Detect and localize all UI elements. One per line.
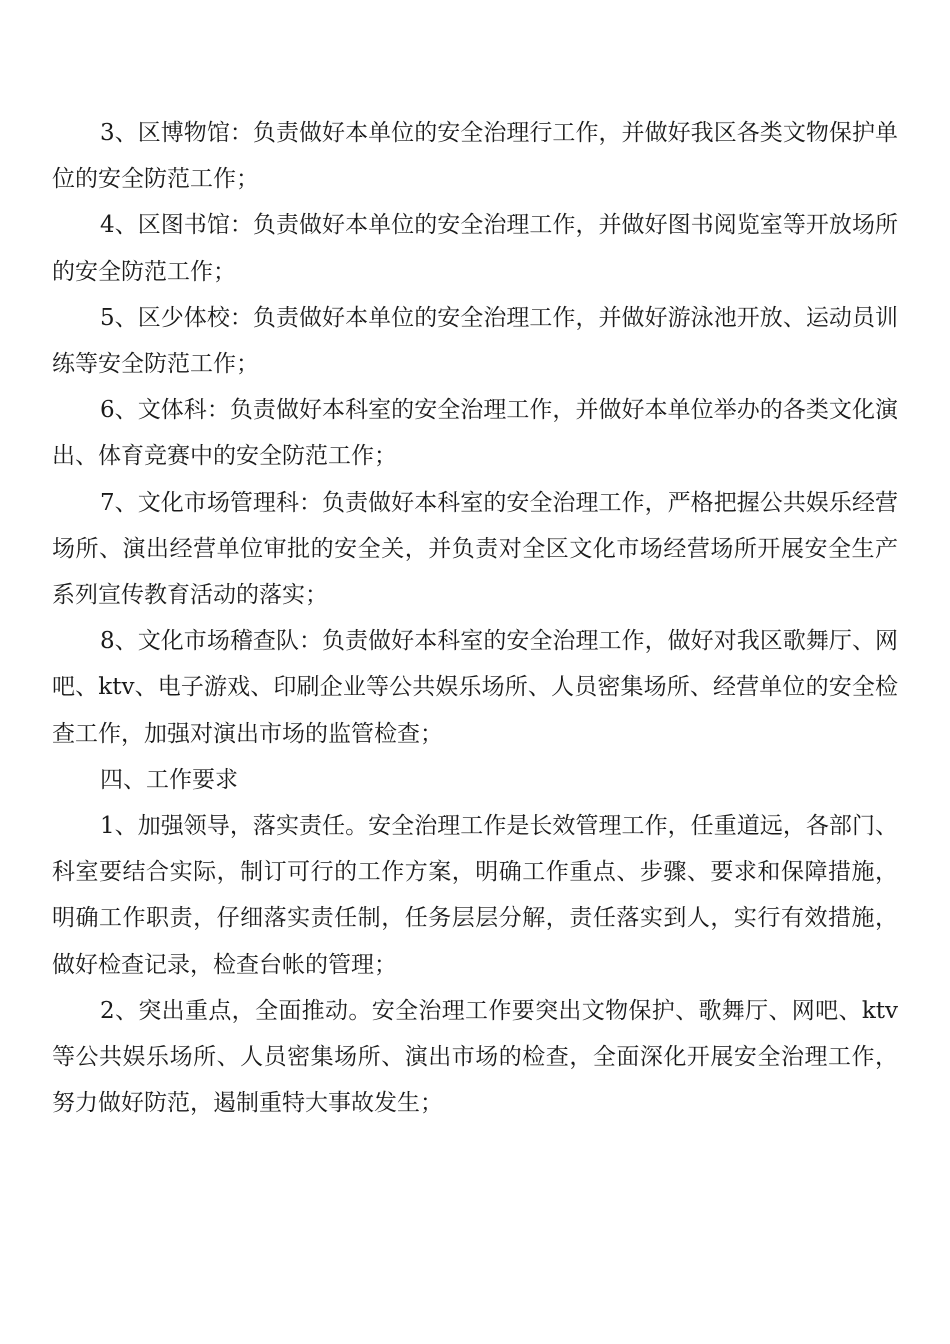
document-body — [52, 110, 898, 1126]
paragraph-requirement-2: 2、突出重点，全面推动。安全治理工作要突出文物保护、歌舞厅、网吧、ktv等公共娱乐场所、人员密集场所、演出市场的检查，全面深化开展安全治理工作，努力做好防范，遏制重特大事故发生； — [52, 997, 898, 1117]
paragraph-culture-sports-section: 6、文体科：负责做好本科室的安全治理工作，并做好本单位举办的各类文化演出、体育竞赛中的安全防范工作； — [52, 397, 898, 470]
paragraph-library: 4、区图书馆：负责做好本单位的安全治理工作，并做好图书阅览室等开放场所的安全防范工作； — [52, 212, 898, 285]
paragraph-sports-school: 5、区少体校：负责做好本单位的安全治理工作，并做好游泳池开放、运动员训练等安全防范工作； — [52, 304, 898, 378]
paragraph-market-management: 7、文化市场管理科：负责做好本科室的安全治理工作，严格把握公共娱乐经营场所、演出经营单位审批的安全关，并负责对全区文化市场经营场所开展安全生产系列宣传教育活动的落实； — [52, 489, 898, 609]
section-heading-requirements: 四、工作要求 — [100, 766, 238, 793]
paragraph-market-inspection: 8、文化市场稽查队：负责做好本科室的安全治理工作，做好对我区歌舞厅、网吧、ktv、电子游戏、印刷企业等公共娱乐场所、人员密集场所、经营单位的安全检查工作，加强对演出市场的监管检查； — [52, 628, 898, 747]
paragraph-requirement-1: 1、加强领导，落实责任。安全治理工作是长效管理工作，任重道远，各部门、科室要结合实际，制订可行的工作方案，明确工作重点、步骤、要求和保障措施，明确工作职责，仔细落实责任制，任务层层分解，责任落实到人，实行有效措施，做好检查记录，检查台帐的管理； — [52, 813, 898, 978]
paragraph-museum: 3、区博物馆：负责做好本单位的安全治理行工作，并做好我区各类文物保护单位的安全防范工作； — [52, 120, 898, 193]
